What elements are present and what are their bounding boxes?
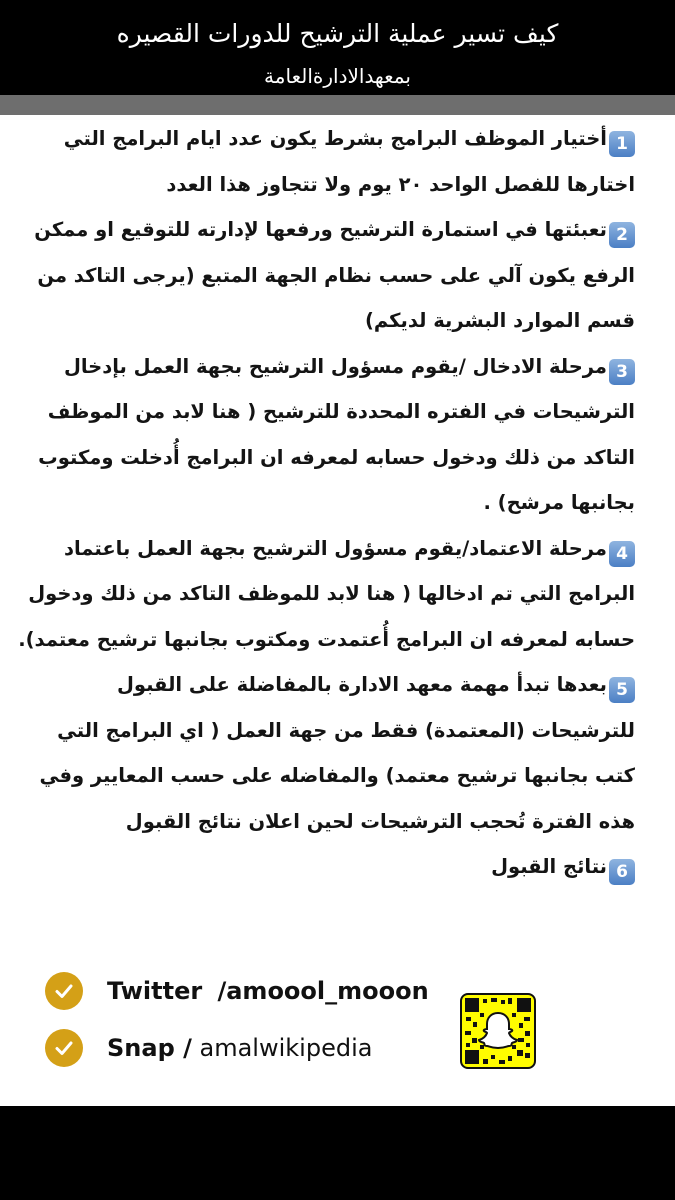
header-divider — [0, 95, 675, 115]
header-title: كيف تسير عملية الترشيح للدورات القصيره — [116, 19, 559, 48]
twitter-row[interactable] — [45, 971, 429, 1011]
number-4-icon: 4 — [609, 541, 635, 567]
snap-label: Snap / — [107, 1034, 192, 1062]
step-text: نتائج القبول — [491, 855, 607, 878]
header-subtitle: بمعهدالادارةالعامة — [264, 64, 411, 88]
number-3-icon: 3 — [609, 359, 635, 385]
step-text: مرحلة الادخال /يقوم مسؤول الترشيح بجهة العمل بإدخال الترشيحات في الفتره المحددة للترشيح ( هنا لابد من الموظف التاكد من ذلك ودخول حسابه لمعرفه ان البرامج أُدخلت ومكتوب بجانبها مرشح) . — [38, 354, 635, 514]
snap-row[interactable] — [45, 1028, 372, 1068]
twitter-link[interactable] — [107, 977, 429, 1005]
step-item — [18, 844, 635, 890]
checkmark-icon — [45, 1029, 83, 1067]
step-item — [18, 344, 635, 526]
step-item — [18, 116, 635, 207]
snap-handle: amalwikipedia — [199, 1034, 373, 1062]
step-text: أختيار الموظف البرامج بشرط يكون عدد ايام البرامج التي اختارها للفصل الواحد ٢٠ يوم ولا تتجاوز هذا العدد — [63, 127, 635, 196]
step-text: مرحلة الاعتماد/يقوم مسؤول الترشيح بجهة العمل باعتماد البرامج التي تم ادخالها ( هنا لابد للموظف التاكد من ذلك ودخول حسابه لمعرفه ان البرامج أُعتمدت ومكتوب بجانبها ترشيح معتمد). — [18, 536, 635, 651]
number-2-icon: 2 — [609, 222, 635, 248]
step-text: تعبئتها في استمارة الترشيح ورفعها لإدارته للتوقيع او ممكن الرفع يكون آلي على حسب نظام الجهة المتبع (يرجى التاكد من قسم الموارد البشرية لديكم) — [34, 218, 635, 332]
step-item — [18, 207, 635, 344]
checkmark-icon — [45, 972, 83, 1010]
twitter-label: Twitter — [107, 977, 203, 1005]
number-6-icon: 6 — [609, 859, 635, 885]
number-5-icon: 5 — [609, 677, 635, 703]
step-item — [18, 662, 635, 844]
header-banner — [0, 0, 675, 95]
snapcode-icon[interactable] — [460, 993, 536, 1069]
footer-bar — [0, 1106, 675, 1200]
snap-link[interactable] — [107, 1034, 372, 1062]
number-1-icon: 1 — [609, 131, 635, 157]
twitter-handle: /amoool_mooon — [217, 977, 429, 1005]
step-item — [18, 526, 635, 663]
step-text: بعدها تبدأ مهمة معهد الادارة بالمفاضلة على القبول للترشيحات (المعتمدة) فقط من جهة العمل ( اي البرامج التي كتب بجانبها ترشيح معتمد) والمفاضله على حسب المعايير وفي هذه الفترة تُحجب الترشيحات لحين اعلان نتائج القبول — [39, 673, 635, 833]
steps-list — [18, 116, 635, 890]
